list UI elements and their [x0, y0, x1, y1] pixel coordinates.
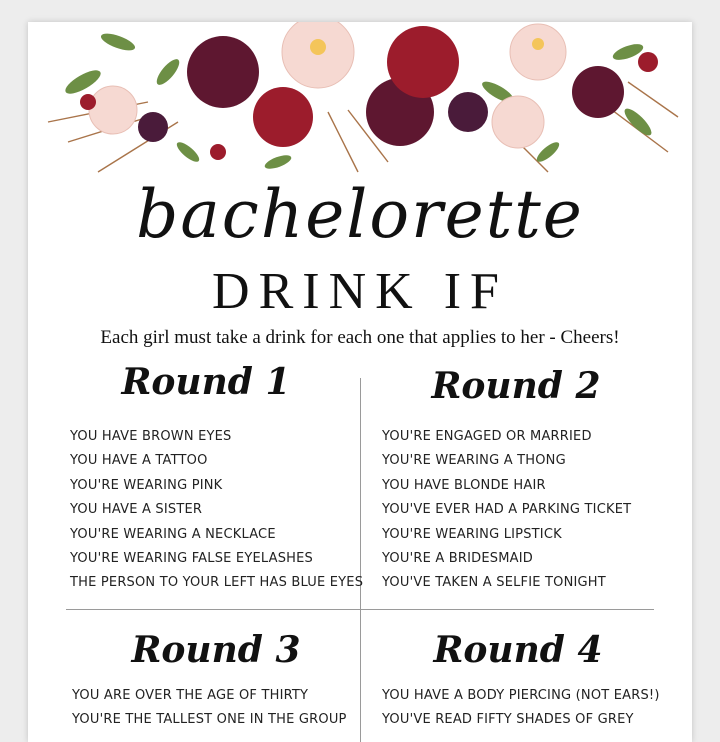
list-item: YOU ARE OVER THE AGE OF THIRTY	[72, 688, 309, 703]
round-2-title: Round 2	[431, 365, 601, 407]
list-item: YOU'RE WEARING LIPSTICK	[382, 526, 562, 542]
list-item: YOU HAVE BROWN EYES	[70, 429, 232, 444]
round-3-list	[72, 684, 347, 733]
list-item: YOU'RE WEARING A NECKLACE	[70, 526, 276, 542]
page-title-script: bachelorette	[136, 176, 584, 253]
list-item: YOU'VE TAKEN A SELFIE TONIGHT	[382, 575, 606, 591]
list-item: YOU HAVE A BODY PIERCING (NOT EARS!)	[382, 688, 660, 703]
list-item: YOU'RE WEARING A THONG	[382, 453, 566, 469]
list-item: YOU'RE ENGAGED OR MARRIED	[382, 429, 592, 444]
list-item: YOU HAVE A SISTER	[70, 502, 203, 518]
floral-garland-illustration	[28, 22, 692, 192]
list-item: YOU'RE THE TALLEST ONE IN THE GROUP	[72, 712, 347, 728]
page-title-caps: DRINK IF	[212, 263, 508, 320]
list-item: YOU'RE A BRIDESMAID	[382, 550, 533, 566]
round-2-list	[382, 425, 631, 596]
game-sheet	[28, 22, 692, 742]
horizontal-divider	[66, 609, 654, 610]
list-item: THE PERSON TO YOUR LEFT HAS BLUE EYES	[70, 575, 364, 591]
round-4-list	[382, 684, 660, 733]
list-item: YOU'VE EVER HAD A PARKING TICKET	[382, 502, 632, 518]
list-item: YOU HAVE A TATTOO	[70, 453, 208, 469]
round-1-title: Round 1	[121, 361, 291, 403]
round-1-list	[70, 425, 363, 596]
list-item: YOU'RE WEARING PINK	[70, 477, 223, 493]
round-3-title: Round 3	[131, 629, 301, 671]
list-item: YOU HAVE BLONDE HAIR	[382, 477, 546, 493]
instructions-text: Each girl must take a drink for each one that applies to her - Cheers!	[100, 327, 620, 348]
list-item: YOU'RE WEARING FALSE EYELASHES	[70, 550, 314, 566]
list-item: YOU'VE READ FIFTY SHADES OF GREY	[382, 712, 634, 728]
round-4-title: Round 4	[433, 629, 603, 671]
